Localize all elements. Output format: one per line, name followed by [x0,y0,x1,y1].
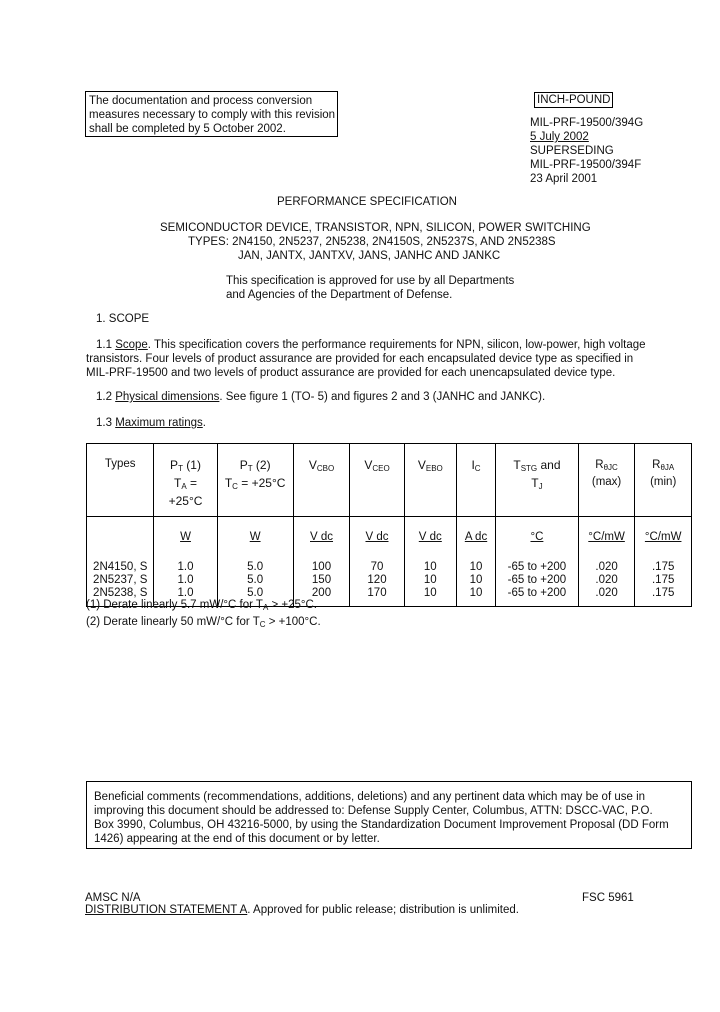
section-number-1-1: 1.1 [96,339,116,351]
unit-cell [293,517,350,562]
rjc-symbol: R [595,459,604,471]
unit-pt1: W [180,531,191,543]
tc-value: = +25°C [237,476,286,490]
scope-paragraph-1-1 [86,338,646,380]
notice-line-3: shall be completed by 5 October 2002. [89,123,286,135]
maximum-ratings-period: . [202,417,206,429]
col-rja [635,561,692,607]
pt2-symbol: P [239,458,248,472]
row1-vcbo: 100 [311,561,332,573]
fsc-label: FSC 5961 [582,892,634,904]
unit-cell [496,517,579,562]
row3-rjc: .020 [595,587,618,599]
note-1 [86,598,321,615]
rjc-subscript: θJC [603,463,618,472]
table-notes [86,598,321,632]
notice-box [85,91,338,137]
unit-vcbo: V dc [310,531,334,543]
unit-vebo: V dc [418,531,442,543]
row1-type: 2N4150, S [93,561,148,573]
tj-symbol: T [531,476,539,490]
pt2-note: (2) [252,458,271,472]
note-1-condition: > +25°C. [268,599,317,611]
distribution-text: . Approved for public release; distribution is unlimited. [247,904,519,916]
col-ic [456,561,495,607]
row2-type: 2N5237, S [93,574,148,586]
row2-temp: -65 to +200 [507,574,567,586]
unit-cell-types [87,517,154,562]
scope-text-line-1: . This specification covers the performance requirements for NPN, silicon, low-power, high voltage [147,339,646,351]
unit-ic: A dc [464,531,488,543]
notice-line-1: The documentation and process conversion [89,95,313,107]
unit-rja: °C/mW [644,531,682,543]
row3-pt1: 1.0 [177,587,194,599]
unit-cell [350,517,404,562]
note-2-text: (2) Derate linearly 50 mW/°C for T [86,616,260,628]
doc-number: MIL-PRF-19500/394G [530,117,644,129]
unit-temp: °C [530,531,544,543]
col-vceo [350,561,404,607]
note-2-condition: > +100°C. [265,616,321,628]
rja-symbol: R [652,459,661,471]
scope-text-line-2: transistors. Four levels of product assurance are provided for each encapsulated device type as specified in [86,353,634,365]
tc-symbol: T [224,476,233,490]
row1-vceo: 70 [370,561,384,573]
tstg-subscript: STG [520,464,538,473]
tj-subscript: J [538,482,543,491]
ic-symbol: I [471,458,475,472]
unit-cell [154,517,217,562]
doc-date: 5 July 2002 [530,131,589,143]
pt1-subscript: T [178,464,183,473]
amsc-label: AMSC N/A [85,892,141,904]
distribution-label: DISTRIBUTION STATEMENT A [85,904,248,916]
col-vebo [404,561,456,607]
row3-type: 2N5238, S [93,587,148,599]
header-types [87,444,154,517]
comments-box [86,781,692,849]
performance-spec-title: PERFORMANCE SPECIFICATION [277,196,457,208]
device-title-block [160,221,591,263]
inch-pound-badge: INCH-POUND [534,92,613,108]
ta-equals: = [186,476,198,490]
note-1-subscript: A [262,603,269,612]
unit-cell [217,517,293,562]
scope-text-line-3: MIL-PRF-19500 and two levels of product assurance are provided for each unencapsulated device type. [86,367,616,379]
row3-pt2: 5.0 [247,587,264,599]
header-ic [456,444,495,517]
doc-id-block [530,116,643,186]
ic-subscript: C [474,464,481,473]
row3-temp: -65 to +200 [507,587,567,599]
row1-pt2: 5.0 [247,561,264,573]
approval-line-1: This specification is approved for use by all Departments [226,275,515,287]
row2-pt2: 5.0 [247,574,264,586]
scope-heading: 1. SCOPE [96,313,150,325]
row1-temp: -65 to +200 [507,561,567,573]
notice-line-2: measures necessary to comply with this revision [89,109,336,121]
approval-statement [226,274,514,302]
ta-subscript: A [181,482,187,491]
row2-pt1: 1.0 [177,574,194,586]
comments-line-3: Box 3990, Columbus, OH 43216-5000, by using the Standardization Document Improvement Proposal (DD Form [94,819,669,831]
comments-line-1: Beneficial comments (recommendations, additions, deletions) and any pertinent data which may be of use in [94,791,646,803]
row2-ic: 10 [469,574,483,586]
header-pt-tc [217,444,293,517]
distribution-statement [85,903,519,917]
header-r-theta-ja [635,444,692,517]
tstg-and: and [537,458,561,472]
header-tstg-tj [496,444,579,517]
unit-rjc: °C/mW [588,531,625,543]
unit-pt2: W [249,531,261,543]
maximum-ratings-table [86,443,692,607]
header-pt-ta [154,444,217,517]
unit-cell [404,517,456,562]
vcbo-symbol: V [308,458,317,472]
col-temp [496,561,579,607]
previous-doc-date: 23 April 2001 [530,173,598,185]
header-types-label: Types [104,458,136,470]
unit-cell [635,517,692,562]
scope-label: Scope [115,339,148,351]
note-2 [86,615,321,632]
row1-rja: .175 [651,561,675,573]
header-vcbo [293,444,350,517]
row1-vebo: 10 [423,561,437,573]
row3-vebo: 10 [423,587,437,599]
rja-qualifier: (min) [650,476,677,488]
physical-dimensions-label: Physical dimensions [115,391,220,403]
row2-vebo: 10 [423,574,437,586]
header-vebo [404,444,456,517]
section-number-1-3: 1.3 [96,417,116,429]
previous-doc-number: MIL-PRF-19500/394F [530,159,642,171]
col-rjc [578,561,635,607]
pt1-note: (1) [182,458,201,472]
row3-rja: .175 [651,587,675,599]
row2-rja: .175 [651,574,675,586]
row3-vceo: 170 [367,587,387,599]
row2-vceo: 120 [367,574,387,586]
note-2-subscript: C [259,620,266,629]
comments-line-2: improving this document should be addressed to: Defense Supply Center, Columbus, ATTN: DSCC-VAC, P.O. [94,805,653,817]
scope-paragraph-1-3 [96,416,206,430]
ta-symbol: T [173,476,182,490]
maximum-ratings-label: Maximum ratings [115,417,203,429]
vceo-subscript: CEO [372,464,390,473]
header-vceo [350,444,404,517]
row3-ic: 10 [469,587,483,599]
superseding-label: SUPERSEDING [530,145,614,157]
section-number-1-2: 1.2 [96,391,116,403]
note-1-text: (1) Derate linearly 5.7 mW/°C for T [86,599,263,611]
approval-line-2: and Agencies of the Department of Defense. [226,289,453,301]
units-row [87,517,692,562]
physical-dimensions-text: . See figure 1 (TO- 5) and figures 2 and 3 (JANHC and JANKC). [219,391,546,403]
scope-paragraph-1-2 [96,390,545,404]
unit-cell [578,517,635,562]
rja-subscript: θJA [660,463,675,472]
vceo-symbol: V [364,458,373,472]
row1-pt1: 1.0 [177,561,194,573]
ta-value: +25°C [168,494,203,508]
device-types: TYPES: 2N4150, 2N5237, 2N5238, 2N4150S, 2N5237S, AND 2N5238S [188,236,556,248]
row3-vcbo: 200 [311,587,332,599]
rjc-qualifier: (max) [591,476,622,488]
tstg-symbol: T [513,458,521,472]
vcbo-subscript: CBO [316,464,335,473]
vebo-symbol: V [417,458,426,472]
row1-rjc: .020 [595,561,618,573]
comments-line-4: 1426) appearing at the end of this document or by letter. [94,833,380,845]
table-header-row [87,444,692,517]
row2-vcbo: 150 [311,574,332,586]
device-title: SEMICONDUCTOR DEVICE, TRANSISTOR, NPN, SILICON, POWER SWITCHING [160,222,591,234]
tc-subscript: C [232,482,238,491]
quality-levels: JAN, JANTX, JANTXV, JANS, JANHC AND JANKC [238,250,501,262]
vebo-subscript: EBO [425,464,443,473]
row2-rjc: .020 [595,574,618,586]
pt2-subscript: T [247,464,253,473]
header-r-theta-jc [578,444,635,517]
unit-vceo: V dc [365,531,389,543]
unit-cell [456,517,495,562]
row1-ic: 10 [469,561,483,573]
pt1-symbol: P [170,458,179,472]
